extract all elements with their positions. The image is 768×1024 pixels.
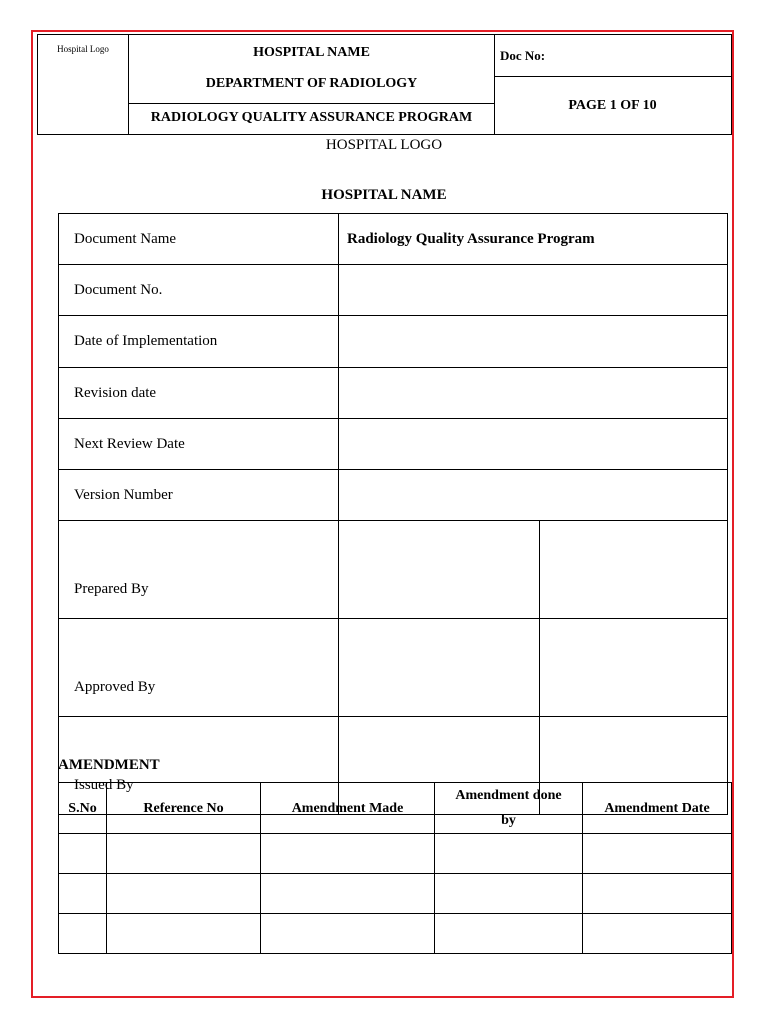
table-row [59, 265, 728, 316]
info-label: Revision date [59, 368, 339, 419]
header-doc-block [494, 35, 731, 134]
table-row [59, 214, 728, 265]
column-header: Amendment done by [435, 783, 583, 834]
table-cell[interactable] [435, 834, 583, 874]
table-cell[interactable] [261, 834, 435, 874]
header-title-block [129, 35, 495, 134]
doc-no-label: Doc No: [500, 48, 546, 63]
column-header: Amendment Made [261, 783, 435, 834]
table-row [59, 470, 728, 521]
info-value[interactable] [339, 316, 728, 368]
header-hospital-name: HOSPITAL NAME [253, 45, 370, 60]
table-row [59, 368, 728, 419]
signoff-label: Prepared By [59, 521, 339, 619]
table-row [59, 834, 732, 874]
signoff-cell[interactable] [540, 619, 728, 717]
header-program-title: RADIOLOGY QUALITY ASSURANCE PROGRAM [150, 110, 473, 125]
signoff-cell[interactable] [339, 521, 540, 619]
column-header: S.No [59, 783, 107, 834]
hospital-name-heading: HOSPITAL NAME [321, 187, 447, 203]
info-value[interactable] [339, 368, 728, 419]
signoff-cell[interactable] [339, 619, 540, 717]
signoff-label: Issued By [59, 717, 339, 815]
table-cell[interactable] [583, 834, 732, 874]
signoff-label: Approved By [59, 619, 339, 717]
table-cell[interactable] [261, 914, 435, 954]
table-row [59, 316, 728, 368]
table-cell[interactable] [107, 874, 261, 914]
table-cell[interactable] [59, 914, 107, 954]
table-row [59, 874, 732, 914]
table-cell[interactable] [107, 914, 261, 954]
header-department: DEPARTMENT OF RADIOLOGY [205, 76, 418, 91]
info-label: Document No. [59, 265, 339, 316]
column-header: Amendment Date [583, 783, 732, 834]
table-row [59, 619, 728, 717]
table-header-row [59, 783, 732, 834]
info-value[interactable]: Radiology Quality Assurance Program [339, 214, 728, 265]
table-cell[interactable] [435, 914, 583, 954]
header-divider [494, 76, 731, 77]
document-info-table [58, 213, 728, 815]
info-label: Document Name [59, 214, 339, 265]
document-header [37, 34, 732, 135]
info-label: Version Number [59, 470, 339, 521]
table-cell[interactable] [261, 874, 435, 914]
info-value[interactable] [339, 419, 728, 470]
table-cell[interactable] [107, 834, 261, 874]
info-value[interactable] [339, 470, 728, 521]
header-logo-placeholder: Hospital Logo [38, 35, 129, 134]
header-divider [129, 103, 494, 104]
signoff-cell[interactable] [540, 521, 728, 619]
info-value[interactable] [339, 265, 728, 316]
table-cell[interactable] [583, 914, 732, 954]
page-number: PAGE 1 OF 10 [568, 98, 657, 113]
table-cell[interactable] [583, 874, 732, 914]
table-row [59, 914, 732, 954]
amendment-title: AMENDMENT [58, 757, 160, 773]
amendment-table [58, 782, 732, 954]
table-row [59, 419, 728, 470]
info-label: Next Review Date [59, 419, 339, 470]
table-cell[interactable] [435, 874, 583, 914]
column-header: Reference No [107, 783, 261, 834]
table-cell[interactable] [59, 874, 107, 914]
table-row [59, 521, 728, 619]
table-cell[interactable] [59, 834, 107, 874]
hospital-logo-placeholder: HOSPITAL LOGO [325, 137, 443, 153]
info-label: Date of Implementation [59, 316, 339, 368]
